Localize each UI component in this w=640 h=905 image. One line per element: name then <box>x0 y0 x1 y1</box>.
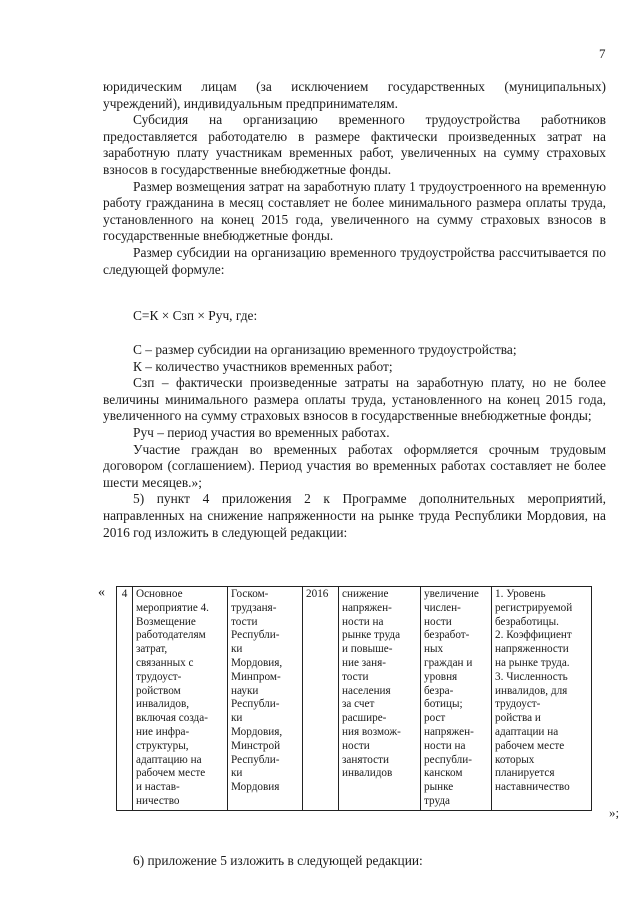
definition-ruch: Руч – период участия во временных работах. <box>133 424 390 440</box>
cell-result: снижение напряжен- ности на рынке труда и повыше- ние заня- тости населения за счет расшире- ния возмож- ности занятости инвалидов <box>339 587 421 811</box>
paragraph-3: Размер возмещения затрат на заработную плату 1 трудоустроенного на временную работу гражданина в месяц составляет не более минимального размера оплаты труда, установленного на конец 2015 года, увеличенного на сумму страховых взносов в государственные внебюджетные фонды. <box>103 178 606 244</box>
table-row <box>117 587 592 811</box>
cell-executors: Госком- трудзаня- тости Республи- ки Мордовия, Минпром- науки Республи- ки Мордовия, Минстрой Республи- ки Мордовия <box>228 587 303 811</box>
cell-effect: увеличение числен- ности безработ- ных граждан и уровня безра- ботицы; рост напряжен- ности на республи- канском рынке труда <box>421 587 492 811</box>
body-text-top <box>103 79 606 278</box>
formula: С=К × Сзп × Руч, где: <box>133 308 258 323</box>
quote-open: « <box>98 585 105 600</box>
definition-c: С – размер субсидии на организацию временного трудоустройства; <box>133 342 517 357</box>
definitions-block <box>103 342 606 541</box>
closing-paragraph: 6) приложение 5 изложить в следующей редакции: <box>133 853 423 868</box>
cell-event: Основное мероприятие 4. Возмещение работодателям затрат, связанных с трудоуст- ройством инвалидов, включая созда- ние инфра- структуры, адаптацию на рабочем месте и настав- ничество <box>133 587 228 811</box>
paragraph-4: Размер субсидии на организацию временного трудоустройства рассчитывается по следующей формуле: <box>103 244 606 277</box>
paragraph-item-5: 5) пункт 4 приложения 2 к Программе дополнительных мероприятий, направленных на снижение напряженности на рынке труда Республики Мордовия, на 2016 год изложить в следующей редакции: <box>103 491 606 540</box>
program-table <box>116 586 592 811</box>
cell-number: 4 <box>117 587 133 811</box>
paragraph-contract: Участие граждан во временных работах оформляется срочным трудовым договором (соглашением). Период участия во временных работах составляет не более шести месяцев.»; <box>103 441 606 490</box>
definition-k: К – количество участников временных работ; <box>133 358 393 374</box>
quote-close: »; <box>609 805 620 820</box>
paragraph-1: юридическим лицам (за исключением государственных (муниципальных) учреждений), индивидуальным предпринимателям. <box>103 79 606 111</box>
cell-year: 2016 <box>303 587 339 811</box>
definition-szp: Сзп – фактически произведенные затраты на заработную плату, но не более величины минимального размера оплаты труда, установленного на конец 2015 года, увеличенного на сумму страховых взносов в государственные внебюджетные фонды; <box>103 375 606 424</box>
paragraph-2: Субсидия на организацию временного трудоустройства работников предоставляется работодателю в размере фактически произведенных затрат на заработную плату участникам временных работ, увеличенных на сумму страховых взносов в государственные внебюджетные фонды. <box>103 112 606 177</box>
page-number: 7 <box>599 46 606 61</box>
cell-indicators: 1. Уровень регистрируемой безработицы. 2. Коэффициент напряженности на рынке труда. 3. Численность инвалидов, для трудоуст- ройства и адаптации на рабочем месте которых планируется наставничество <box>492 587 592 811</box>
